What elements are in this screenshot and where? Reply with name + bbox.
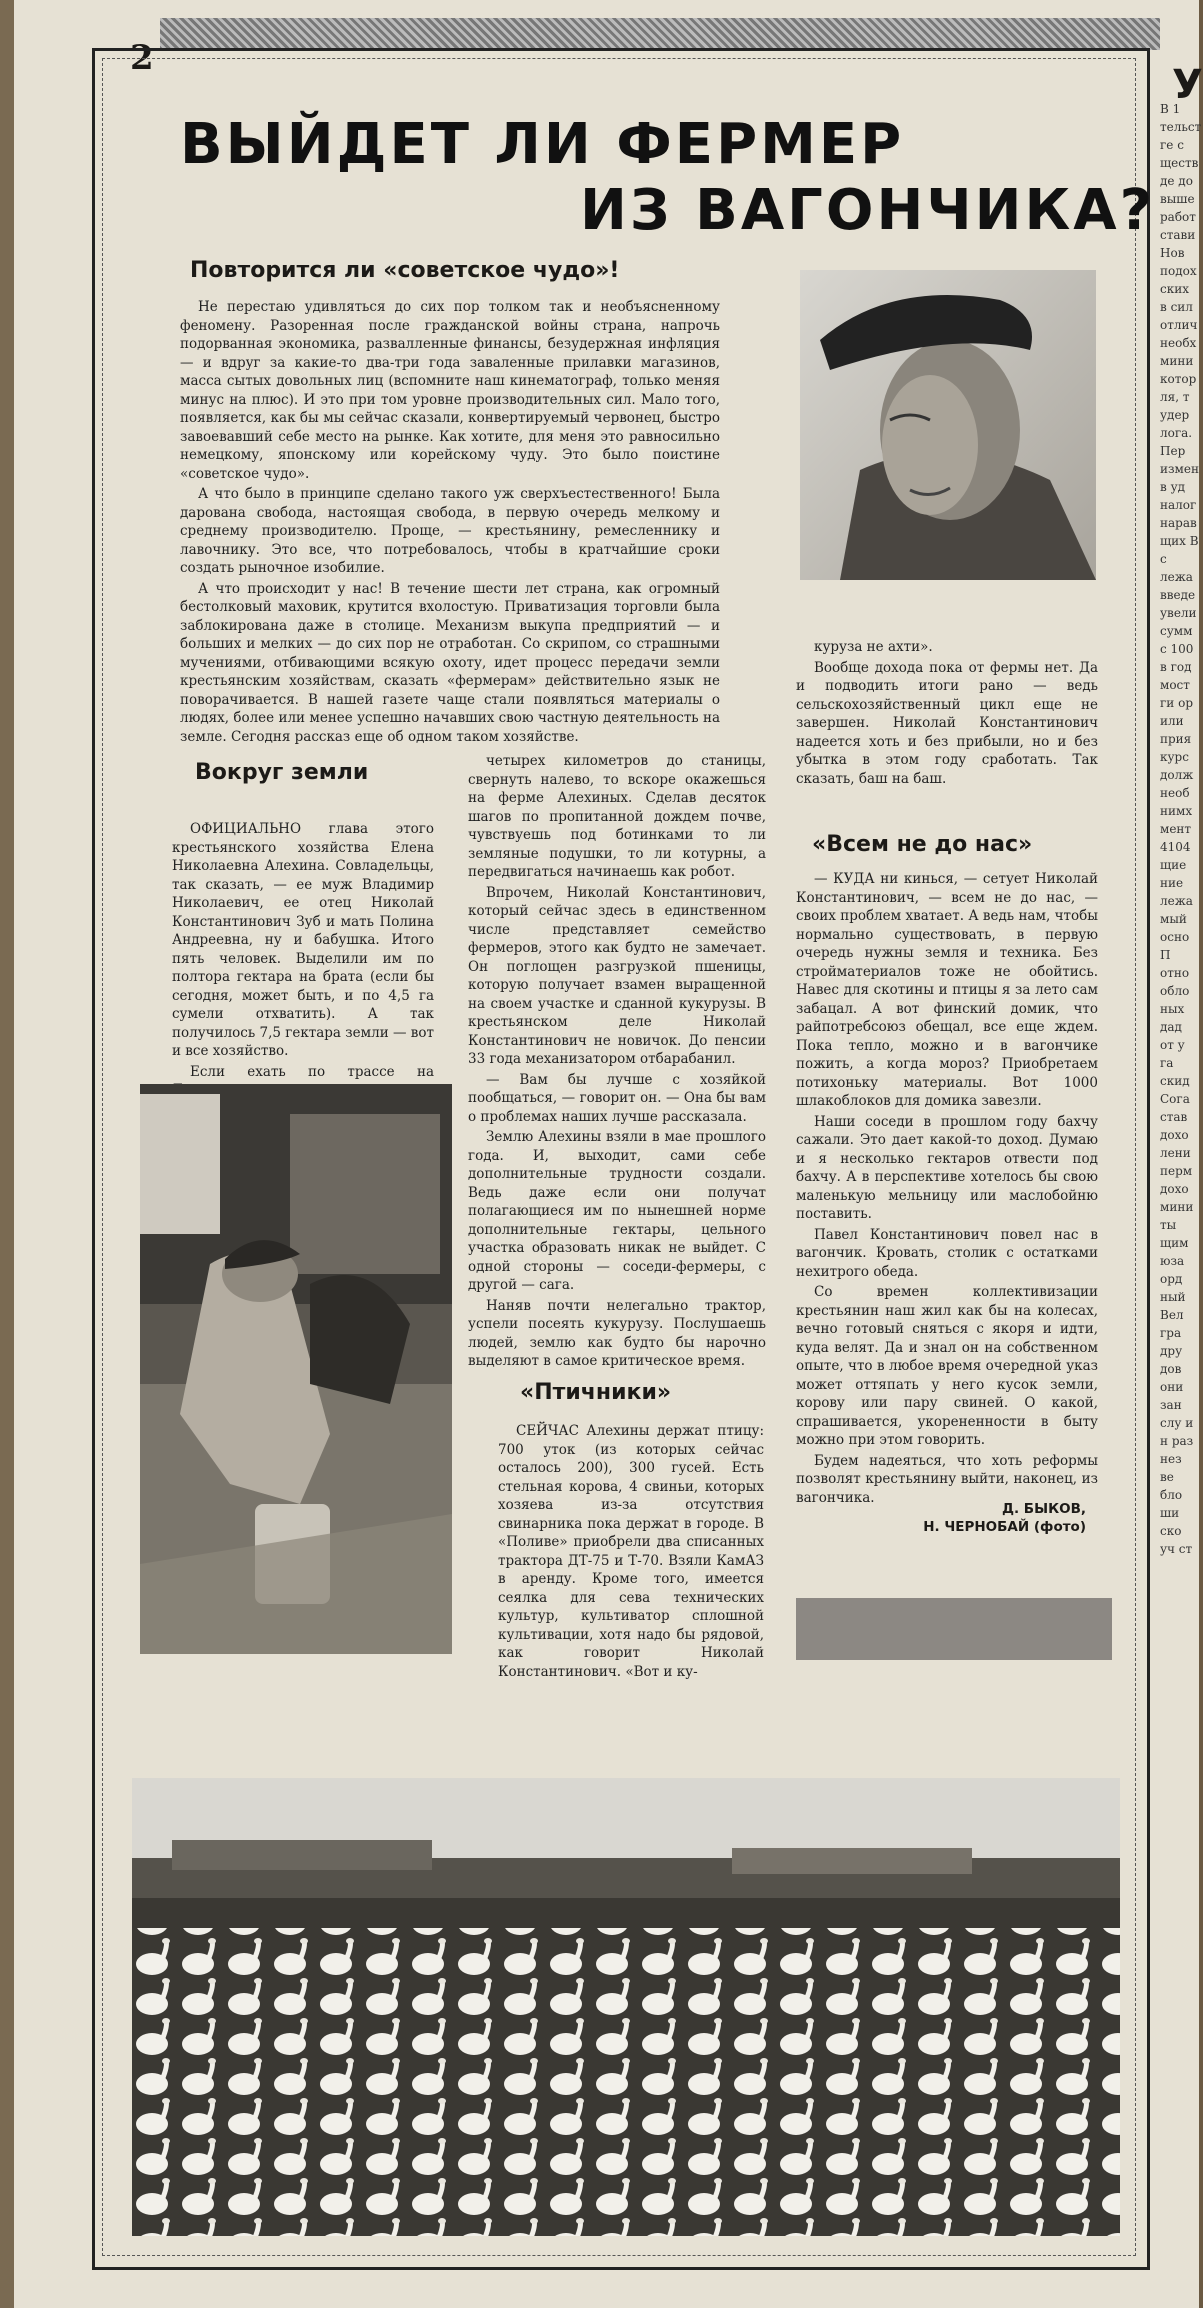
- section3-paragraph: — КУДА ни кинься, — сетует Николай Константинович, — всем не до нас, — своих проблем хватает. А ведь нам, чтобы нормально существовать, в первую очередь нужны земля и техника. Без стройматериалов тоже не обойтись. Навес для скотины и птицы я за лето сам забацал. А вот финский домик, что райпотребсоюз обещал, все еще ждем. Пока тепло, можно и в вагончике пожить, а когда мороз? Приобретаем потихоньку материалы. Вот 1000 шлакоблоков для домика завезли.: [796, 871, 1098, 1109]
- section3-paragraph: Павел Константинович повел нас в вагончик. Кровать, столик с остатками нехитрого обеда.: [796, 1226, 1098, 1280]
- intro-paragraph: А что было в принципе сделано такого уж сверхъестественного! Была дарована свобода, настоящая свобода, в первую очередь мелкому и среднему производителю. Проще, — крестьянину, ремесленнику и лавочнику. Это все, что потребовалось, чтобы в кратчайшие сроки создать рыночное изобилие.: [180, 486, 720, 576]
- section1-heading: [195, 760, 368, 785]
- scan-edge: [0, 0, 14, 2308]
- intro-subtitle: [190, 258, 619, 283]
- section2-paragraph: СЕЙЧАС Алехины держат птицу: 700 уток (из которых сейчас осталось 200), 300 гусей. Есть стельная корова, 4 свиньи, которых хозяева из-за отсутствия свинарника пока держат в городе. В «Поливе» приобрели два списанных трактора ДТ-75 и Т-70. Взяли КамАЗ в аренду. Кроме того, имеется сеялка для сева технических культур, культиватор сплошной культивации, хотя надо бы рядовой, как говорит Николай Константинович. «Вот и ку-: [498, 1423, 764, 1680]
- section3-title: «Всем не до нас»: [812, 832, 1033, 857]
- intro-paragraph: Не перестаю удивляться до сих пор толком так и необъясненному феномену. Разоренная после гражданской войны страна, напрочь подорванная экономика, развалленные финансы, безудержная инфляция — и вдруг за какие-то два-три года заваленные прилавки магазинов, масса сытых довольных лиц (вспомните наш кинематограф, только меняя минус на плюс). И это при том уровне производительных сил. Мало того, появляется, как бы мы сейчас сказали, конвертируемый червонец, быстро завоевавший себе место на рынке. Как хотите, для меня это равносильно немецкому, японскому или корейскому чуду. Это было поистине «советское чудо».: [180, 299, 720, 482]
- signature-photographer: Н. ЧЕРНОБАЙ (фото): [923, 1519, 1086, 1535]
- section3-paragraph: Со времен коллективизации крестьянин наш жил как бы на колесах, вечно готовый сняться с якоря и идти, куда велят. Да и знал он на собственном опыте, что в любое время очередной указ может оттяпать у него кусок земли, корову или пару свиней. О какой, спрашивается, укорененности в быту можно при этом говорить.: [796, 1284, 1098, 1448]
- section1-paragraph: Если ехать по трассе на: [190, 1063, 434, 1080]
- section3-paragraph: Будем надеяться, что хоть реформы позволят крестьянину выйти, наконец, из вагончика.: [796, 1452, 1098, 1506]
- signature-author: Д. БЫКОВ,: [1001, 1501, 1086, 1517]
- next-page-text: В 1 тельст ге с ществ де до выше работ стави Нов подох ских в сил отлич необх мини котор ля, т удер лога. Пер измен в уд налог нарав щих В с лежа введе увели сумм с 100 в год мост ги ор или прия курс долж необ нимх мент 4104 щие ние лежа мый осно П отно обло ных дад от у га скид Сога став дохо лени перм дохо мини ты щим юза орд ный Вел гра дру дов они зан слу и н раз нез ве бло ши ско уч ст: [1160, 102, 1202, 1556]
- col2-paragraph: — Вам бы лучше с хозяйкой пообщаться, — говорит он. — Она бы вам о проблемах наших лучше рассказала.: [468, 1071, 766, 1125]
- page-number: 2: [130, 38, 154, 78]
- col2-paragraph: Впрочем, Николай Константинович, который сейчас здесь в единственном числе представляет семейство фермеров, этого как будто не замечает. Он поглощен разгрузкой пшеницы, которую получает взамен выращенной на своем участке и сданной кукурузы. В крестьянском деле Николай Константинович не новичок. До пенсии 33 года механизатором отбарабанил.: [468, 884, 766, 1067]
- section3-text: [796, 870, 1098, 1506]
- section3-paragraph: Наши соседи в прошлом году бахчу сажали. Это дает какой-то доход. Думаю и я несколько гектаров отвести под бахчу. А в перспективе хотелось бы свою маленькую мельницу или маслобойню поставить.: [796, 1113, 1098, 1222]
- farmer-portrait-photo: [800, 270, 1096, 580]
- section2-text: [498, 1422, 764, 1680]
- section3-heading: [812, 832, 1032, 857]
- col3-paragraph: Вообще дохода пока от фермы нет. Да и подводить итоги рано — ведь сельскохозяйственный цикл еще не завершен. Николай Константинович надеется хоть и без прибыли, но и без убытка в этом году сработать. Так сказать, баш на баш.: [796, 659, 1098, 787]
- page-header-pattern: [160, 18, 1160, 50]
- column2-text: [468, 752, 766, 1402]
- section1-text: [172, 820, 434, 1080]
- col3-paragraph: куруза не ахти».: [814, 639, 933, 655]
- signature: [806, 1500, 1086, 1536]
- intro-paragraph: А что происходит у нас! В течение шести лет страна, как огромный бестолковый маховик, крутится вхолостую. Приватизация торговли была заблокирована даже в столице. Механизм выкупа предприятий — и больших и мелких — до сих пор не отработан. Со скрипом, со страшными мучениями, отбивающими всякую охоту, идет процесс передачи земли крестьянским хозяйствам, сказать «фермерам» действительно язык не поворачивается. В нашей газете чаще стали появляться материалы о людях, более или менее успешно начавших свою частную деятельность на земле. Сегодня рассказ еще об одном таком хозяйстве.: [180, 580, 720, 745]
- column3-top-text: [796, 638, 1098, 788]
- col2-paragraph: Землю Алехины взяли в мае прошлого года. И, выходит, сами себе дополнительные трудности создали. Ведь даже если они получат полагающиеся им по нынешней норме дополнительные гектары, цельного участка образовать никак не выйдет. С одной стороны — соседи-фермеры, с другой — сага.: [468, 1129, 766, 1293]
- col2-paragraph: четырех километров до станицы, свернуть налево, то вскоре окажешься на ферме Алехиных. Сделав десяток шагов по пропитанной дождем почве, чувствуешь под ботинками то ли земляные подушки, то ли котурны, а передвигаться начинаешь как робот.: [468, 753, 766, 880]
- headline-line-2: ИЗ ВАГОНЧИКА?: [580, 178, 1156, 243]
- grey-block: [796, 1598, 1112, 1660]
- col2-paragraph: Наняв почти нелегально трактор, успели посеять кукурузу. Послушаешь людей, землю как будто бы нарочно выделяют в самое критическое время.: [468, 1297, 766, 1369]
- intro-subtitle-text: Повторится ли «советское чудо»!: [190, 258, 620, 283]
- geese-flock-photo: [132, 1778, 1120, 2236]
- section1-paragraph: ОФИЦИАЛЬНО глава этого крестьянского хозяйства Елена Николаевна Алехина. Совладельцы, так сказать, — ее муж Владимир Николаевич, ее отец Николай Константинович Зуб и мать Полина Андреевна, ну и бабушка. Итого пять человек. Выделили им по полтора гектара на брата (если бы сегодня, может быть, и по 4,5 га сумели отхватить). А так получилось 7,5 гектара земли — вот и все хозяйство.: [172, 821, 434, 1059]
- section2-title: «Птичники»: [520, 1380, 672, 1405]
- section1-title: Вокруг земли: [195, 760, 369, 785]
- farmer-working-photo: [140, 1084, 452, 1654]
- headline-line-1: ВЫЙДЕТ ЛИ ФЕРМЕР: [180, 112, 905, 177]
- section2-heading: [520, 1380, 671, 1405]
- intro-text: [180, 298, 720, 745]
- next-page-heading: У: [1172, 62, 1203, 108]
